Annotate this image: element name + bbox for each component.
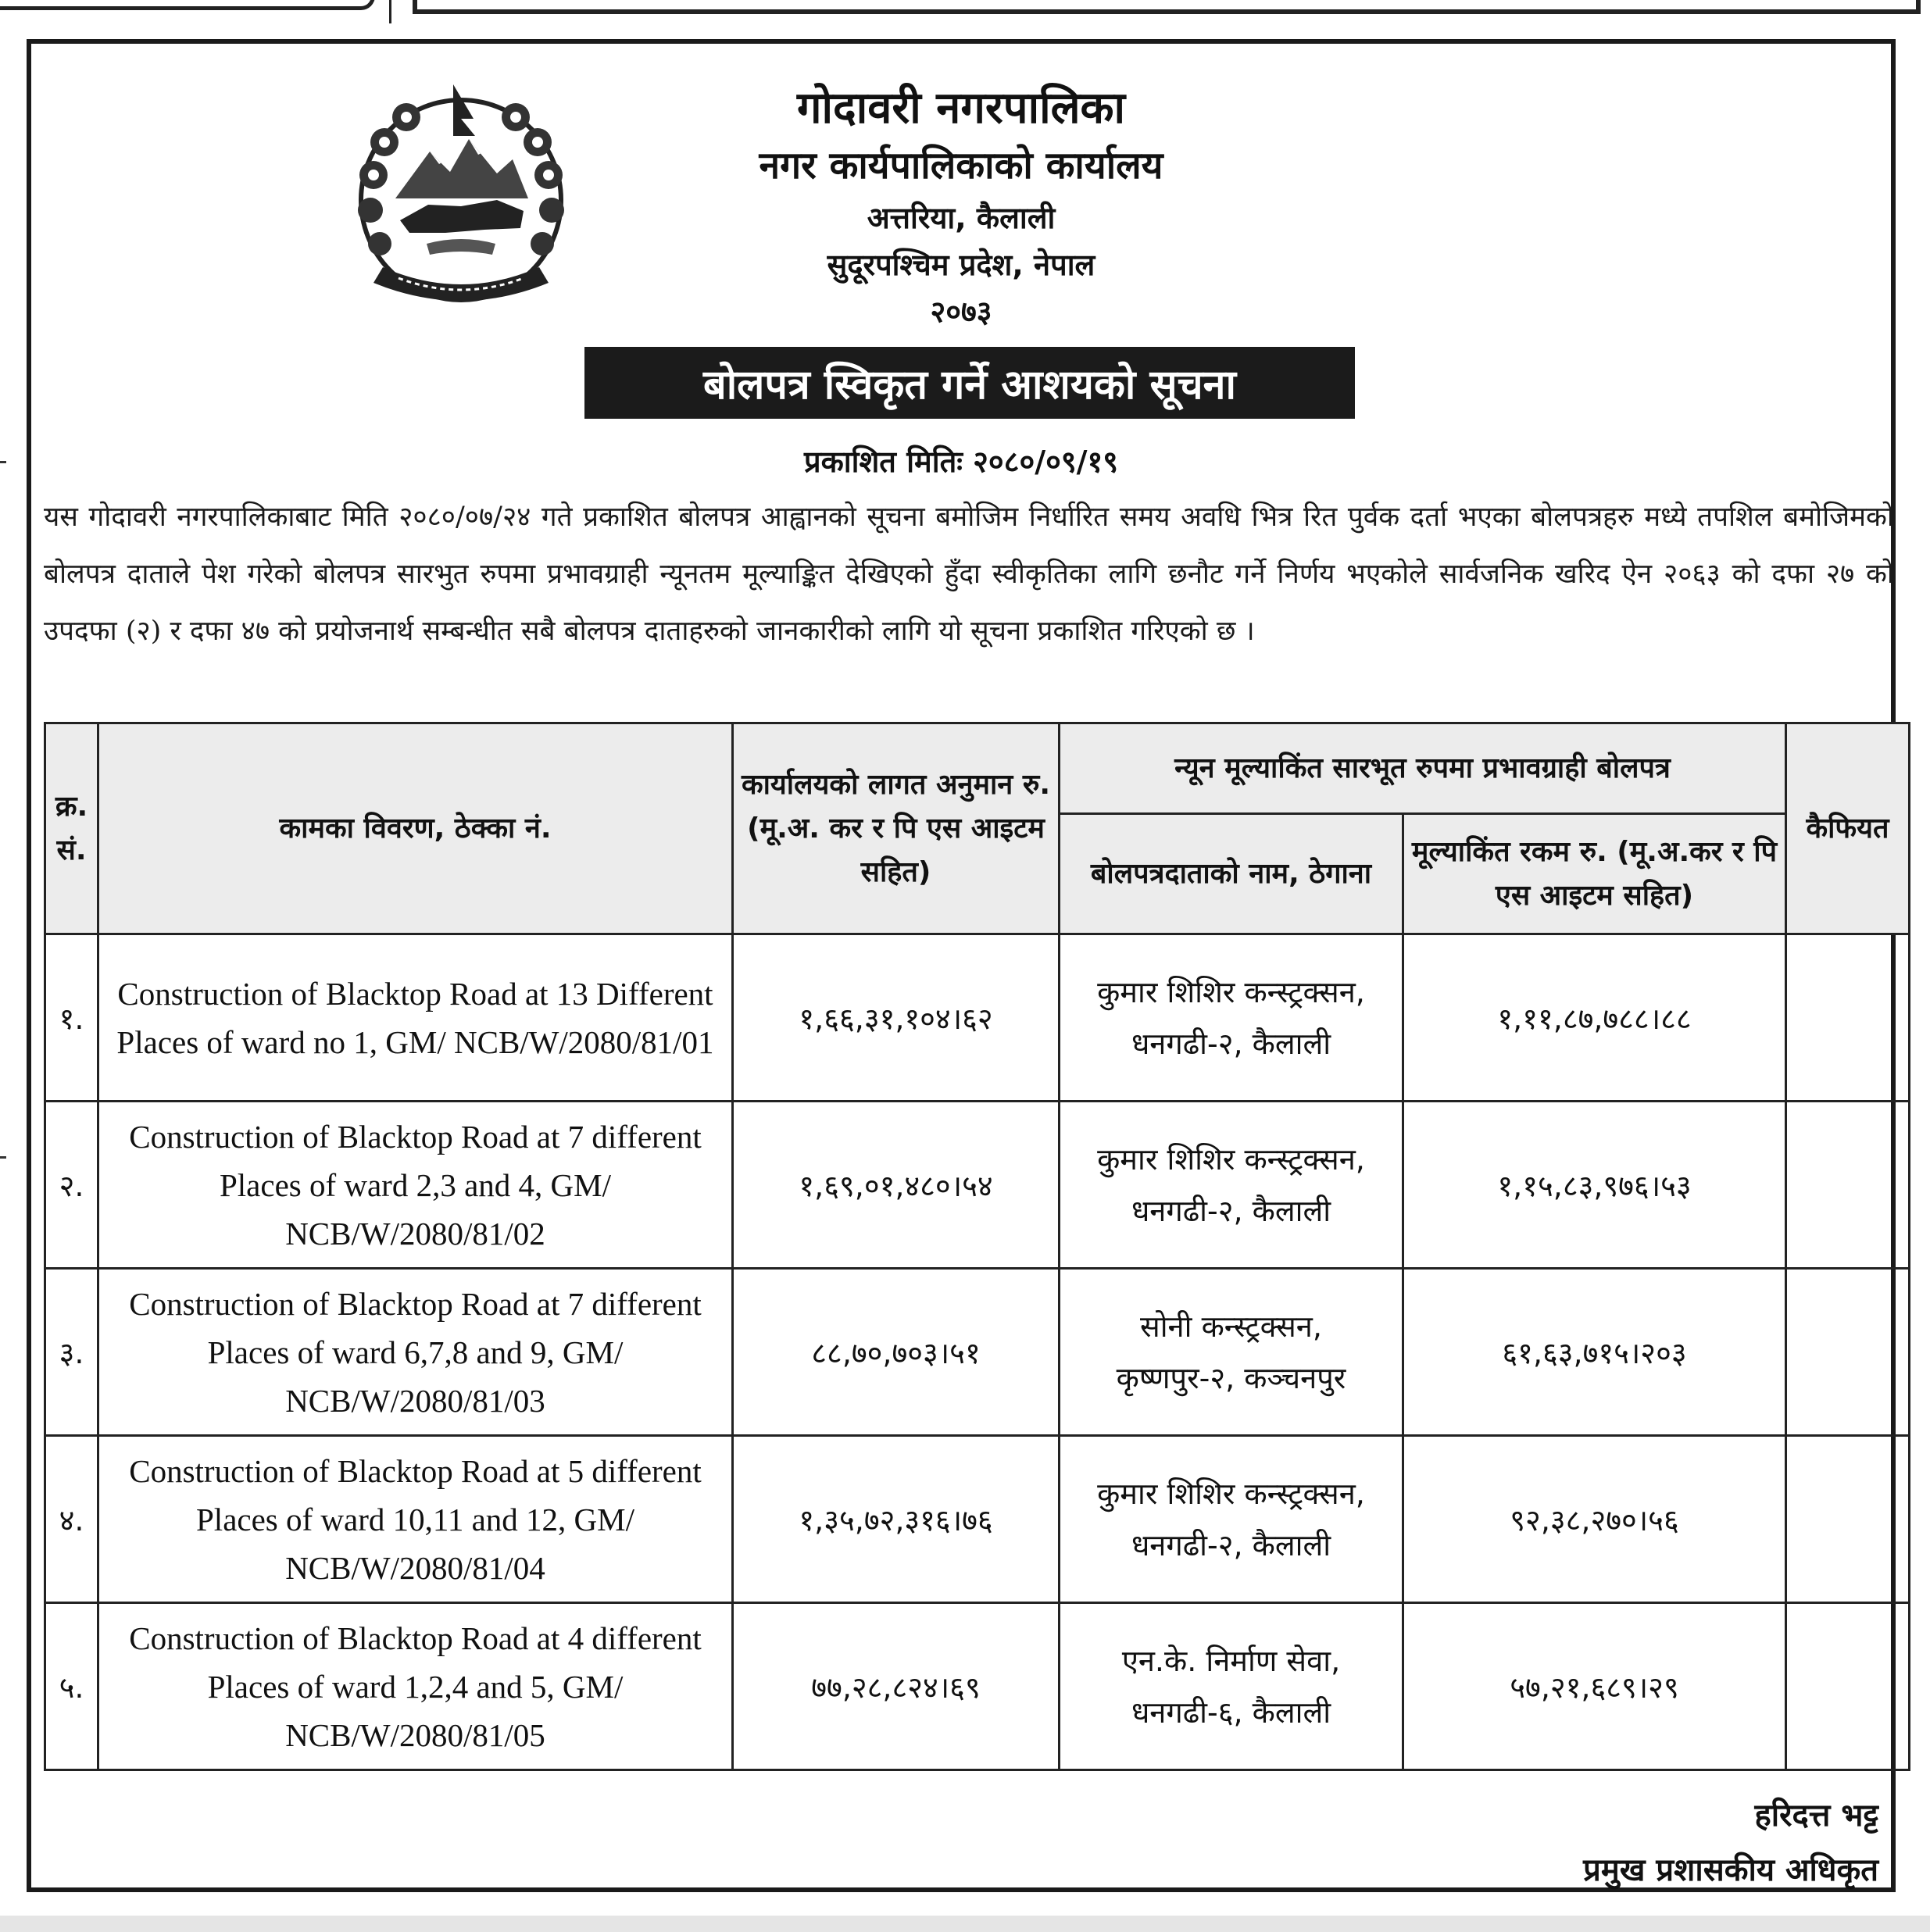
province-name: सुदूरपश्चिम प्रदेश, नेपाल [827,248,1095,282]
row-work-description: Construction of Blacktop Road at 7 different Places of ward 6,7,8 and 9, GM/ NCB/W/2080/81/03 [98,1269,733,1436]
row-cost-estimate: १,३५,७२,३१६।७६ [733,1436,1060,1603]
row-cost-estimate: १,६९,०१,४८०।५४ [733,1102,1060,1269]
row-remarks [1786,1102,1910,1269]
office-name: नगर कार्यपालिकाको कार्यालय [759,144,1163,187]
table-row [45,934,1910,1102]
row-bidder [1060,1603,1403,1770]
row-remarks [1786,1436,1910,1603]
adjacent-ad-fragment-left [0,0,375,10]
tender-notice [27,39,1896,1892]
row-evaluated-amount: १,११,८७,७८८।८८ [1403,934,1786,1102]
header-remarks: कैफियत [1786,723,1910,934]
published-date: प्रकाशित मितिः २०८०/०९/१९ [803,445,1119,479]
bidder-name: कुमार शिशिर कन्स्ट्रक्सन, [1097,1476,1365,1511]
bidder-address: धनगढी-६, कैलाली [1131,1695,1331,1730]
row-remarks [1786,934,1910,1102]
row-work-description: Construction of Blacktop Road at 13 Different Places of ward no 1, GM/ NCB/W/2080/81/01 [98,934,733,1102]
establishment-year: २०७३ [930,295,992,329]
margin-rule [0,1156,6,1159]
table-row [45,1269,1910,1436]
row-cost-estimate: १,६६,३१,१०४।६२ [733,934,1060,1102]
table-row [45,1436,1910,1603]
row-work-description: Construction of Blacktop Road at 7 different Places of ward 2,3 and 4, GM/ NCB/W/2080/81/02 [98,1102,733,1269]
header-evaluated-amount: मूल्याकिंत रकम रु. (मू.अ.कर र पि एस आइटम सहित) [1403,814,1786,934]
bidder-name: सोनी कन्स्ट्रक्सन, [1140,1309,1322,1344]
header-cost-estimate: कार्यालयको लागत अनुमान रु. (मू.अ. कर र पि एस आइटम सहित) [733,723,1060,934]
row-serial: ३. [45,1269,98,1436]
signatory-title: प्रमुख प्रशासकीय अधिकृत [1583,1852,1878,1888]
row-serial: २. [45,1102,98,1269]
office-location: अत्तरिया, कैलाली [867,201,1056,235]
header-work-description: कामका विवरण, ठेक्का नं. [98,723,733,934]
row-evaluated-amount: ६१,६३,७१५।२०३ [1403,1269,1786,1436]
row-serial: ५. [45,1603,98,1770]
row-work-description: Construction of Blacktop Road at 4 different Places of ward 1,2,4 and 5, GM/ NCB/W/2080/81/05 [98,1603,733,1770]
row-remarks [1786,1603,1910,1770]
page-bottom-band [0,1916,1930,1932]
row-cost-estimate: ७७,२८,८२४।६९ [733,1603,1060,1770]
notice-body: यस गोदावरी नगरपालिकाबाट मिति २०८०/०७/२४ गते प्रकाशित बोलपत्र आह्वानको सूचना बमोजिम निर्धारित समय अवधि भित्र रित पुर्वक दर्ता भएका बोलपत्रहरु मध्ये तपशिल बमोजिमको बोलपत्र दाताले पेश गरेको बोलपत्र सारभुत रुपमा प्रभावग्राही न्यूनतम मूल्याङ्कित देखिएको हुँदा स्वीकृतिका लागि छनौट गर्ने निर्णय भएकोले सार्वजनिक खरिद ऐन २०६३ को दफा २७ को उपदफा (२) र दफा ४७ को प्रयोजनार्थ सम्बन्धीत सबै बोलपत्र दाताहरुको जानकारीको लागि यो सूचना प्रकाशित गरिएको छ । [44,502,1894,647]
row-bidder [1060,934,1403,1102]
bidder-name: कुमार शिशिर कन्स्ट्रक्सन, [1097,974,1365,1009]
table-row [45,1603,1910,1770]
row-serial: १. [45,934,98,1102]
row-remarks [1786,1269,1910,1436]
row-cost-estimate: ८८,७०,७०३।५१ [733,1269,1060,1436]
margin-rule [0,461,6,463]
row-bidder [1060,1269,1403,1436]
header-serial-number: क्र. सं. [45,723,98,934]
row-evaluated-amount: ९२,३८,२७०।५६ [1403,1436,1786,1603]
header-bidder: बोलपत्रदाताको नाम, ठेगाना [1060,814,1403,934]
adjacent-ad-fragment-right [413,0,1921,14]
bidder-address: धनगढी-२, कैलाली [1131,1026,1331,1061]
bid-results-table [44,722,1910,1771]
row-evaluated-amount: १,१५,८३,९७६।५३ [1403,1102,1786,1269]
row-evaluated-amount: ५७,२१,६८९।२९ [1403,1603,1786,1770]
header-lowest-evaluated-bid: न्यून मूल्याकिंत सारभूत रुपमा प्रभावग्राही बोलपत्र [1060,723,1786,814]
bidder-address: धनगढी-२, कैलाली [1131,1527,1331,1562]
column-divider [389,0,391,23]
row-bidder [1060,1436,1403,1603]
bidder-name: कुमार शिशिर कन्स्ट्रक्सन, [1097,1141,1365,1177]
bidder-address: धनगढी-२, कैलाली [1131,1193,1331,1228]
municipality-name: गोदावरी नगरपालिका [796,83,1126,134]
notice-title: बोलपत्र स्विकृत गर्ने आशयको सूचना [584,347,1355,419]
row-serial: ४. [45,1436,98,1603]
bidder-name: एन.के. निर्माण सेवा, [1121,1643,1341,1678]
table-row [45,1102,1910,1269]
row-bidder [1060,1102,1403,1269]
signatory-name: हरिदत्त भट्ट [1754,1798,1878,1834]
row-work-description: Construction of Blacktop Road at 5 different Places of ward 10,11 and 12, GM/ NCB/W/2080/81/04 [98,1436,733,1603]
bidder-address: कृष्णपुर-२, कञ्चनपुर [1116,1360,1346,1395]
